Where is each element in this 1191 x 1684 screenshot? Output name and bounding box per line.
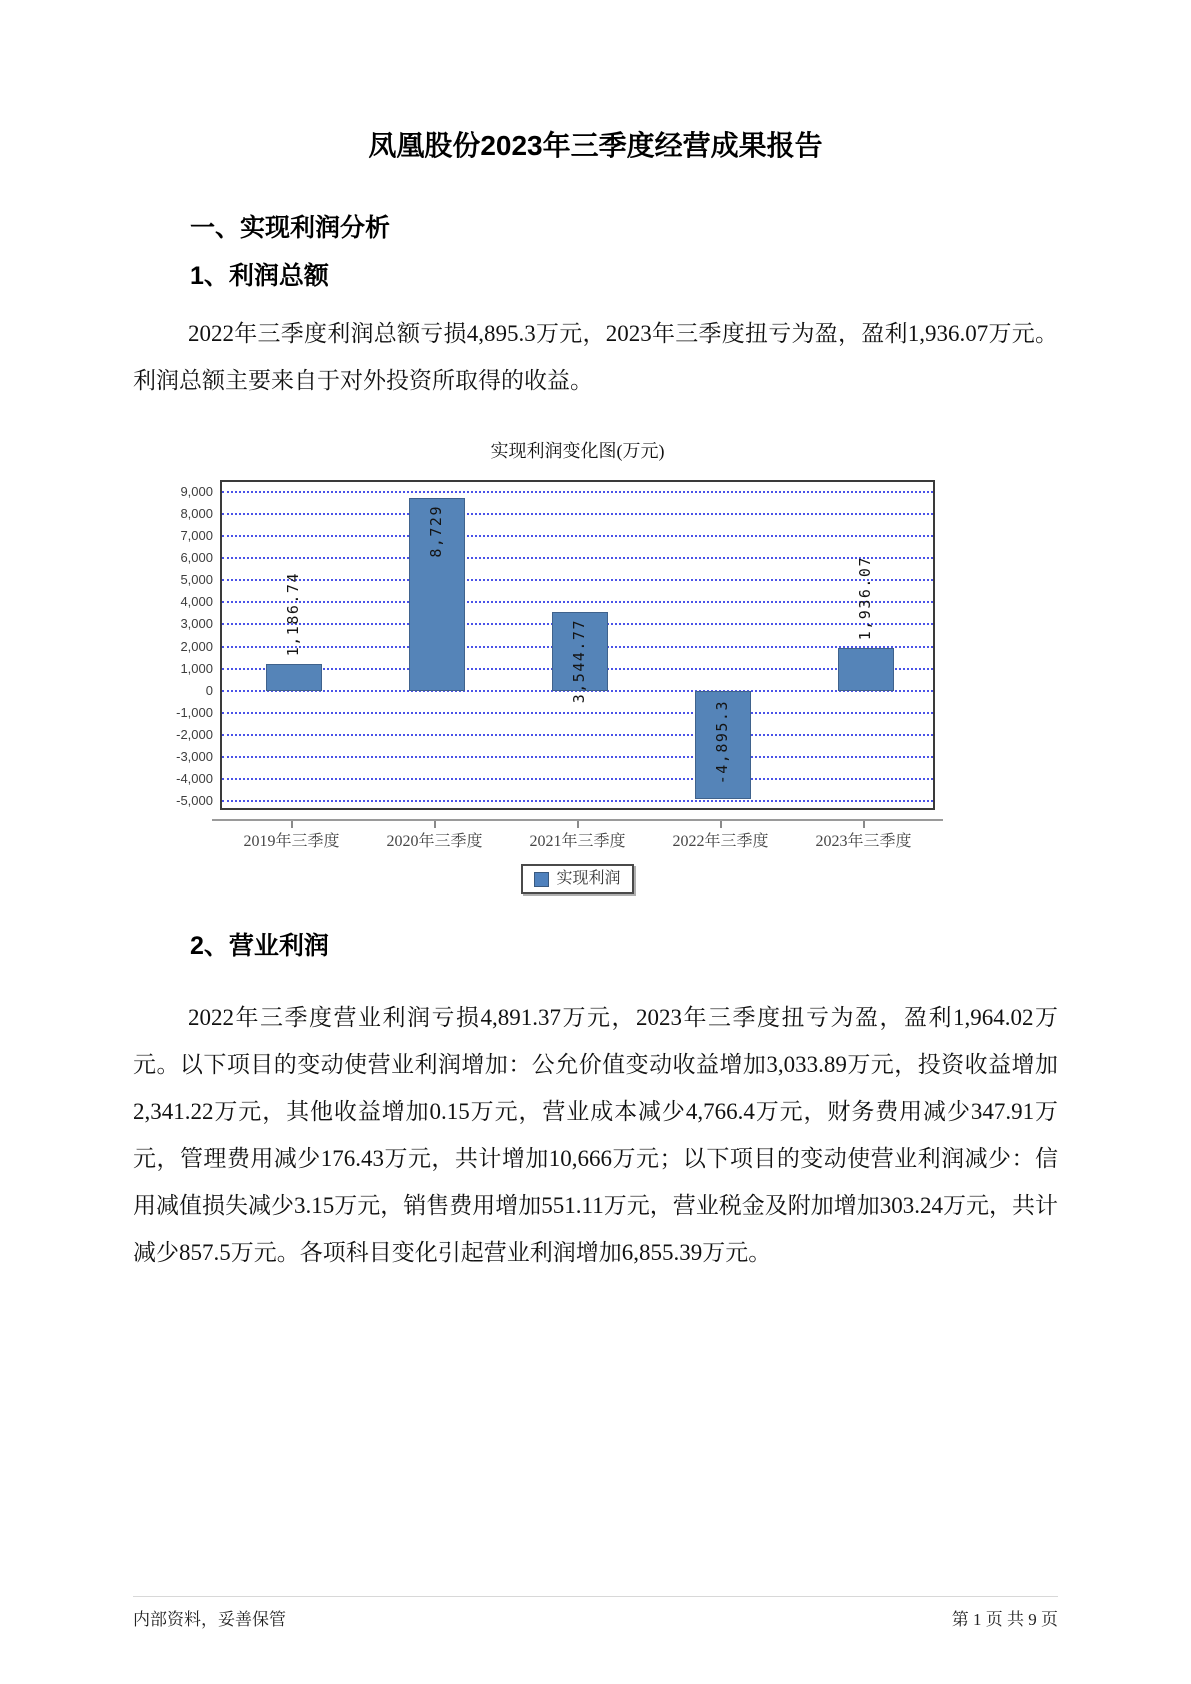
y-tick-label: 6,000 — [180, 549, 213, 565]
x-tick — [863, 821, 865, 828]
y-tick-label: 8,000 — [180, 505, 213, 521]
bar-2019年三季度 — [266, 664, 322, 690]
y-tick-label: -4,000 — [176, 770, 213, 786]
bar-value-label: 3,544.77 — [569, 619, 588, 704]
chart-title: 实现利润变化图(万元) — [490, 441, 665, 461]
gridline-9000 — [222, 491, 933, 493]
y-tick-label: -3,000 — [176, 748, 213, 764]
sub2-heading: 2、营业利润 — [190, 932, 329, 960]
gridline-4000 — [222, 601, 933, 603]
gridline--1000 — [222, 712, 933, 714]
gridline--2000 — [222, 734, 933, 736]
chart-x-axis — [220, 819, 935, 831]
y-tick-label: -5,000 — [176, 792, 213, 808]
legend-label: 实现利润 — [556, 870, 621, 887]
bar-value-label: 1,936.07 — [855, 555, 874, 640]
bar-value-label: -4,895.3 — [712, 699, 731, 784]
section1-heading: 一、实现利润分析 — [190, 214, 391, 242]
y-tick-label: 5,000 — [180, 572, 213, 588]
sub1-paragraph: 2022年三季度利润总额亏损4,895.3万元，2023年三季度扭亏为盈，盈利1,936.07万元。利润总额主要来自于对外投资所取得的收益。 — [133, 321, 1058, 393]
gridline-5000 — [222, 579, 933, 581]
y-tick-label: -2,000 — [176, 726, 213, 742]
page-footer — [133, 1596, 1058, 1630]
x-category-label: 2021年三季度 — [529, 833, 626, 850]
profit-change-chart — [133, 440, 1058, 894]
page-title: 凤凰股份2023年三季度经营成果报告 — [368, 130, 823, 161]
legend-swatch-icon — [534, 872, 549, 887]
gridline-8000 — [222, 513, 933, 515]
x-category-label: 2020年三季度 — [386, 833, 483, 850]
x-tick — [291, 821, 293, 828]
bar-2023年三季度 — [838, 648, 894, 691]
y-tick-label: 2,000 — [180, 638, 213, 654]
chart-legend-row — [220, 864, 935, 894]
y-tick-label: 1,000 — [180, 660, 213, 676]
gridline--3000 — [222, 756, 933, 758]
chart-legend — [521, 864, 633, 894]
x-tick — [720, 821, 722, 828]
sub2-paragraph: 2022年三季度营业利润亏损4,891.37万元，2023年三季度扭亏为盈，盈利1,964.02万元。以下项目的变动使营业利润增加：公允价值变动收益增加3,033.89万元，投资收益增加2,341.22万元，其他收益增加0.15万元，营业成本减少4,766.4万元，财务费用减少347.91万元，管理费用减少176.43万元，共计增加10,666万元；以下项目的变动使营业利润减少：信用减值损失减少3.15万元，销售费用增加551.11万元，营业税金及附加增加303.24万元，共计减少857.5万元。各项科目变化引起营业利润增加6,855.39万元。 — [133, 1005, 1058, 1265]
gridline-6000 — [222, 557, 933, 559]
y-tick-label: 0 — [205, 682, 213, 698]
gridline-7000 — [222, 535, 933, 537]
sub1-heading: 1、利润总额 — [190, 262, 329, 290]
x-tick — [434, 821, 436, 828]
y-tick-label: 4,000 — [180, 594, 213, 610]
chart-plot-area — [176, 480, 935, 810]
x-category-label: 2023年三季度 — [815, 833, 912, 850]
y-tick-label: 9,000 — [180, 483, 213, 499]
bar-value-label: 1,186.74 — [283, 572, 302, 657]
x-tick — [577, 821, 579, 828]
x-category-label: 2022年三季度 — [672, 833, 769, 850]
y-tick-label: 3,000 — [180, 616, 213, 632]
footer-confidentiality-note: 内部资料，妥善保管 — [133, 1610, 286, 1629]
y-tick-label: 7,000 — [180, 527, 213, 543]
gridline--5000 — [222, 800, 933, 802]
y-tick-label: -1,000 — [176, 704, 213, 720]
x-category-label: 2019年三季度 — [243, 833, 340, 850]
chart-x-labels — [220, 832, 935, 852]
bar-value-label: 8,729 — [426, 504, 445, 558]
chart-body — [176, 480, 935, 894]
footer-page-number: 第 1 页 共 9 页 — [951, 1610, 1058, 1629]
gridline--4000 — [222, 778, 933, 780]
